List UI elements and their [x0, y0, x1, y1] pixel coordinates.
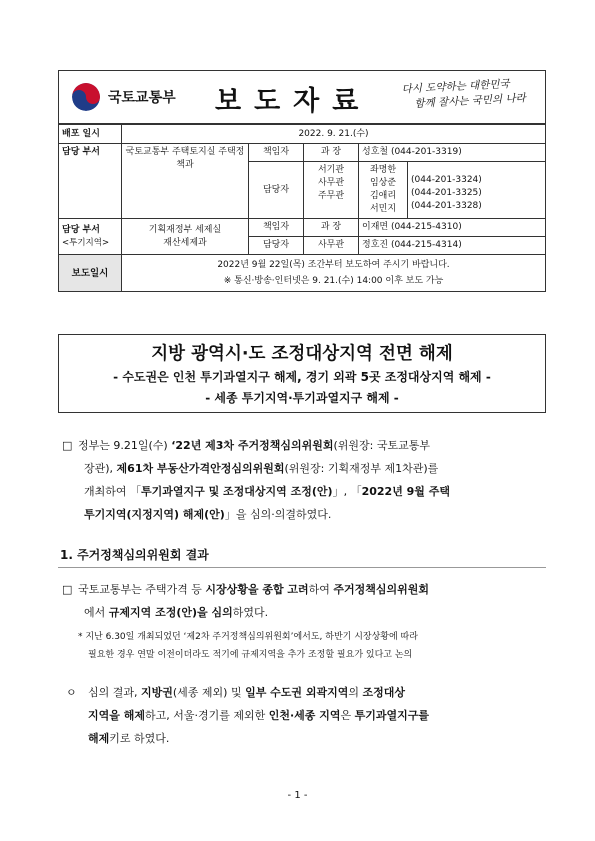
text: 개최하여 「 — [84, 485, 142, 498]
dept1-resp-label: 책임자 — [249, 144, 304, 162]
dept2-name-cell — [122, 219, 249, 255]
dept2-resp: 이재면 (044-215-4310) — [359, 219, 546, 237]
note-line-2: 필요한 경우 연말 이전이더라도 적기에 규제지역을 추가 조정할 필요가 있다고 논의 — [88, 650, 413, 660]
text: 장관), — [84, 462, 117, 475]
page-number: - 1 - — [287, 790, 308, 801]
text-bold: 조정대상 — [362, 686, 406, 699]
text: (위원장: 국토교통부 — [333, 439, 431, 452]
staff-phone: (044-201-3328) — [411, 200, 482, 211]
p3-line-1 — [88, 681, 548, 704]
paragraph-1 — [78, 434, 548, 526]
staff-phone: (044-201-3324) — [411, 174, 482, 185]
text: 하였다. — [232, 606, 269, 619]
note-line-1: * 지난 6.30일 개최되었던 ‘제2차 주거정책심의위원회’에서도, 하반기 시장상황에 따라 — [78, 632, 418, 642]
text: 키로 하였다. — [109, 732, 170, 745]
text-bold: 투기과열지구 및 조정대상지역 조정(안) — [141, 485, 333, 498]
text: 」을 심의·의결하였다. — [224, 508, 332, 521]
text-bold: 투기과열지구를 — [354, 709, 429, 722]
p1-line-3 — [78, 480, 548, 503]
p2-line-1 — [78, 578, 548, 601]
text: 의 — [348, 686, 363, 699]
dept1-staff-names — [359, 162, 408, 219]
headline-sub-1: - 수도권은 인천 투기과열지구 해제, 경기 외곽 5곳 조정대상지역 해제 - — [113, 370, 491, 384]
dept1-staff-titles — [304, 162, 359, 219]
release-cell — [122, 255, 546, 292]
staff-title: 주무관 — [317, 191, 345, 201]
dept2-staff-title: 사무관 — [304, 237, 359, 255]
dept2-resp-title: 과 장 — [304, 219, 359, 237]
text: 심의 결과, — [88, 686, 141, 699]
dept2-name-1: 기획재정부 세제실 — [148, 224, 222, 235]
section-divider — [58, 567, 546, 568]
dept1-resp-title: 과 장 — [304, 144, 359, 162]
staff-title: 사무관 — [317, 178, 345, 188]
text-bold: 시장상황을 종합 고려 — [205, 583, 309, 596]
staff-name: 임상준 — [369, 178, 397, 188]
text-bold: 주거정책심의위원회 — [333, 583, 430, 596]
p1-marker: □ — [62, 439, 73, 452]
text: 하고, 서울·경기를 제외한 — [144, 709, 269, 722]
text-bold: 투기지역(지정지역) 해제(안) — [84, 508, 225, 521]
p1-line-2 — [78, 457, 548, 480]
text-bold: 제61차 부동산가격안정심의위원회 — [116, 462, 285, 475]
doc-type-title: 보도자료 — [215, 86, 372, 117]
p1-line-1 — [78, 434, 548, 457]
release-label: 보도일시 — [59, 255, 122, 292]
slogan-line-1: 다시 도약하는 대한민국 — [401, 78, 510, 96]
staff-phone: (044-201-3325) — [411, 187, 482, 198]
text: 은 — [340, 709, 355, 722]
dept1-staff-phones — [408, 162, 546, 219]
text: (위원장: 기획재정부 제1차관)를 — [284, 462, 439, 475]
dept2-staff: 정호진 (044-215-4314) — [359, 237, 546, 255]
taegeuk-logo-icon — [72, 83, 100, 111]
section-1-title: 1. 주거정책심의위원회 결과 — [60, 548, 209, 562]
dist-date: 2022. 9. 21.(수) — [122, 125, 546, 144]
text: 국토교통부는 주택가격 등 — [78, 583, 206, 596]
staff-name: 서민지 — [369, 204, 397, 214]
footnote — [78, 628, 548, 664]
dept1-name: 국토교통부 주택토지실 주택정책과 — [122, 144, 249, 219]
dept2-resp-label: 책임자 — [249, 219, 304, 237]
dist-date-label: 배포 일시 — [59, 125, 122, 144]
headline-sub-2: - 세종 투기지역·투기과열지구 해제 - — [205, 391, 399, 405]
text-bold: ‘22년 제3차 주거정책심의위원회 — [171, 439, 334, 452]
paragraph-2 — [78, 578, 548, 624]
release-line-1: 2022년 9월 22일(목) 조간부터 보도하여 주시기 바랍니다. — [217, 260, 450, 270]
dept1-resp: 성호철 (044-201-3319) — [359, 144, 546, 162]
p1-line-4 — [78, 503, 548, 526]
text-bold: 해제 — [88, 732, 110, 745]
dept2-label: 담당 부서 — [62, 224, 100, 235]
p3-line-3 — [88, 727, 548, 750]
headline-main: 지방 광역시·도 조정대상지역 전면 해제 — [151, 344, 453, 364]
text: 」, 「 — [332, 485, 362, 498]
dept-label: 담당 부서 — [59, 144, 122, 219]
text: 정부는 9.21일(수) — [78, 439, 172, 452]
p3-marker: ㅇ — [66, 686, 77, 699]
staff-title: 서기관 — [317, 165, 345, 175]
dept2-sub: <투기지역> — [62, 237, 110, 248]
p3-line-2 — [88, 704, 548, 727]
text-bold: 인천·세종 지역 — [268, 709, 341, 722]
p2-marker: □ — [62, 583, 73, 596]
dept1-staff-label: 담당자 — [249, 162, 304, 219]
paragraph-3 — [88, 681, 548, 750]
text-bold: 지방권 — [141, 686, 173, 699]
info-table — [58, 124, 546, 292]
dept2-label-cell — [59, 219, 122, 255]
text-bold: 일부 수도권 외곽지역 — [245, 686, 349, 699]
text-bold: 지역을 해제 — [88, 709, 145, 722]
text: (세종 제외) 및 — [172, 686, 246, 699]
text: 하여 — [308, 583, 334, 596]
p2-line-2 — [78, 601, 548, 624]
staff-name: 김애리 — [369, 191, 397, 201]
text-bold: 2022년 9월 주택 — [361, 485, 451, 498]
ministry-name: 국토교통부 — [108, 90, 176, 106]
text: 에서 — [84, 606, 109, 619]
dept2-name-2: 재산세제과 — [163, 237, 207, 248]
release-line-2: ※ 통신·방송·인터넷은 9. 21.(수) 14:00 이후 보도 가능 — [223, 276, 444, 286]
slogan-line-2: 함께 잘사는 국민의 나라 — [414, 92, 527, 111]
staff-name: 좌명한 — [369, 165, 397, 175]
dept2-staff-label: 담당자 — [249, 237, 304, 255]
text-bold: 규제지역 조정(안)을 심의 — [108, 606, 233, 619]
